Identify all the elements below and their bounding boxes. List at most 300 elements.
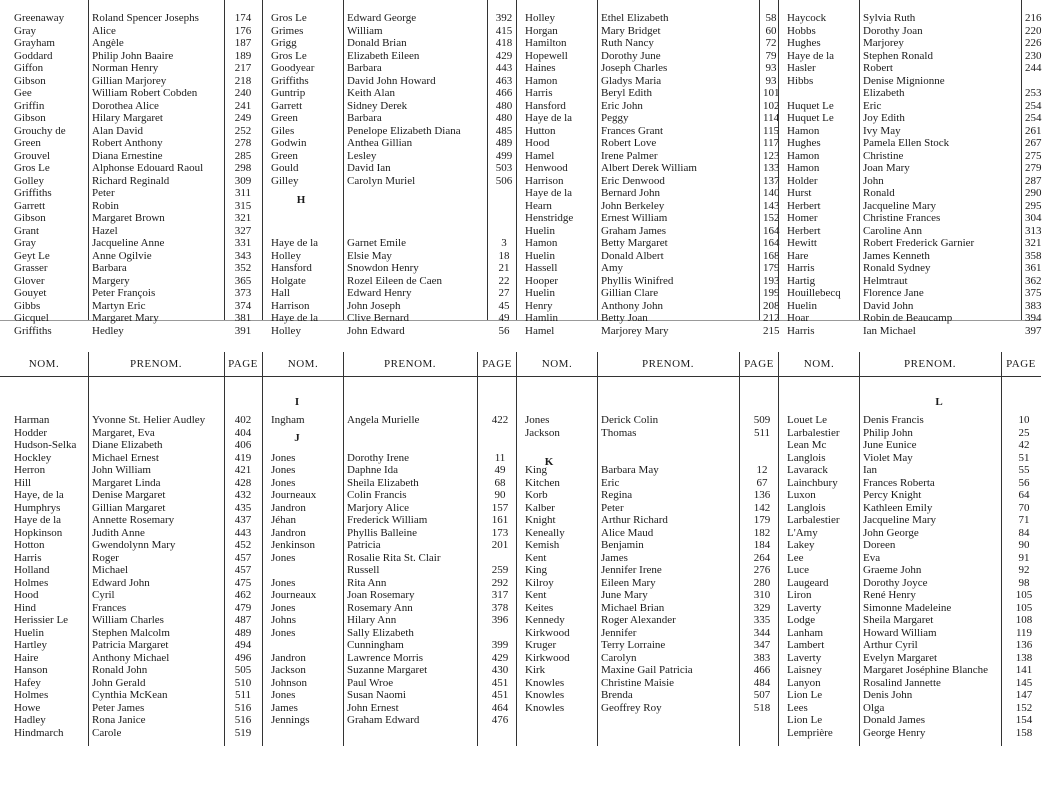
given-names-column [92, 12, 228, 337]
page-number-cell: 404 [234, 426, 252, 439]
given-names-cell: Doreen [863, 539, 896, 551]
surname-cell: Hamel [525, 324, 555, 337]
given-names-cell [347, 200, 491, 213]
surname-cell: Holley [271, 249, 301, 262]
given-names-cell: Keith Alan [347, 87, 395, 99]
surname-cell: Holley [271, 324, 301, 337]
page-number-cell: 152 [763, 212, 780, 224]
given-names-cell: Daphne Ida [347, 464, 399, 476]
given-names-cell: Angèle [92, 37, 124, 49]
given-names-cell: Robert Love [601, 137, 657, 149]
page-number-cell: 321 [1025, 237, 1042, 249]
given-names-cell: Gladys Maria [601, 74, 662, 87]
header-nom: NOM. [0, 352, 88, 377]
surname-cell: Jackson [525, 426, 560, 439]
page-number-cell: 216 [1025, 12, 1042, 24]
given-names-cell: Frances Grant [601, 124, 664, 137]
surname-cell: Johns [271, 614, 297, 626]
given-names-cell: Judith Anne [92, 526, 145, 539]
surname-cell: Howe [14, 701, 41, 714]
surname-cell: Hood [14, 589, 39, 601]
page-number-cell [483, 552, 517, 565]
page-number-column [763, 12, 780, 337]
surname-cell: Haye de la [525, 112, 573, 124]
surname-cell: Hopewell [525, 49, 568, 62]
surname-cell [525, 452, 601, 465]
given-names-cell: Albert Derek William [601, 162, 697, 174]
register-column-panel [262, 0, 517, 337]
given-names-cell: Graham James [601, 224, 667, 237]
given-names-cell: Lawrence Morris [347, 651, 424, 664]
surname-cell: Hibbs [787, 74, 814, 87]
surname-cell: Huelin [525, 224, 555, 237]
surname-cell: Jones [525, 414, 550, 426]
surname-cell: Jenkinson [271, 539, 315, 551]
surname-cell: Hodder [14, 426, 47, 439]
surname-cell: Hafey [14, 676, 41, 689]
page-number-cell: 79 [765, 49, 777, 62]
given-names-cell: John William [92, 464, 151, 476]
given-names-cell: Annette Rosemary [92, 514, 175, 526]
surname-cell: Goodyear [271, 62, 315, 74]
surname-cell: Jandron [271, 501, 306, 514]
given-names-cell: Denise Mignionne [863, 74, 945, 87]
given-names-cell: Yvonne St. Helier Audley [92, 414, 206, 426]
given-names-cell: Alice Maud [601, 526, 654, 539]
page-number-cell: 343 [234, 249, 252, 262]
given-names-cell: Dorothea Alice [92, 99, 159, 112]
page-number-cell: 511 [753, 426, 771, 439]
page-number-cell: 18 [498, 249, 510, 262]
given-names-cell: Philip John Baaire [92, 49, 174, 62]
page-number-cell: 68 [494, 476, 506, 489]
surname-cell: Jandron [271, 651, 306, 664]
page-number-cell: 485 [495, 124, 513, 137]
section-letter: I [294, 396, 300, 408]
page-number-cell: 93 [765, 74, 777, 87]
given-names-cell: Roger Alexander [601, 614, 676, 626]
surname-cell: Lanyon [787, 676, 821, 689]
surname-cell: Gould [271, 162, 299, 174]
given-names-cell: James [601, 551, 628, 564]
surname-cell: Giffon [14, 62, 44, 74]
surname-cell: Hamon [525, 237, 558, 249]
surname-cell: Larbalestier [787, 514, 840, 526]
given-names-cell: Eileen Mary [601, 576, 656, 589]
page-number-cell: 457 [234, 564, 252, 576]
page-number-cell: 56 [498, 324, 510, 337]
header-prenom: PRENOM. [859, 352, 1001, 377]
given-names-cell: Barbara [347, 62, 382, 74]
surname-cell: Harris [787, 324, 815, 337]
page-number-cell: 71 [1018, 514, 1030, 526]
given-names-cell: David Ian [347, 162, 391, 174]
given-names-cell: Edward Henry [347, 287, 412, 299]
given-names-cell: Diana Ernestine [92, 149, 163, 162]
surname-cell: Kennedy [525, 614, 565, 626]
page-number-cell: 311 [234, 187, 252, 199]
surname-cell: Haire [14, 651, 39, 664]
page-number-cell: 365 [234, 274, 252, 287]
given-names-cell: Roland Spencer Josephs [92, 12, 199, 24]
given-names-cell: Phyllis Winifred [601, 274, 674, 287]
given-names-cell: Amy [601, 262, 623, 274]
page-number-cell: 443 [234, 526, 252, 539]
surname-cell: Knowles [525, 676, 565, 689]
surname-cell: Harrison [525, 174, 564, 187]
given-names-cell [601, 439, 745, 452]
page-number-cell: 98 [1018, 576, 1030, 589]
given-names-cell: Margaret Brown [92, 212, 165, 224]
given-names-cell: Regina [601, 489, 633, 501]
page-number-cell: 499 [495, 149, 513, 162]
given-names-cell: Marjorey Mary [601, 324, 669, 337]
given-names-cell: Ethel Elizabeth [601, 12, 669, 24]
surname-cell: Lavarack [787, 464, 828, 476]
header-page: PAGE [224, 352, 262, 377]
surname-cell: Keneally [525, 526, 565, 539]
page-number-cell: 327 [234, 224, 252, 237]
surname-cell: Hamon [787, 162, 820, 174]
page-number-cell: 352 [234, 262, 252, 274]
page-number-cell: 45 [498, 299, 510, 312]
surname-cell: Hudson-Selka [14, 439, 77, 451]
given-names-cell: Michael [92, 564, 129, 576]
surname-cell: Hartig [787, 274, 816, 287]
page-number-cell: 506 [495, 174, 513, 187]
surname-cell: Jones [271, 601, 296, 614]
surname-cell: Golley [14, 174, 44, 187]
page-number-cell: 317 [491, 589, 509, 601]
surname-cell: King [525, 564, 547, 576]
page-number-cell: 462 [234, 589, 252, 601]
given-names-column [601, 414, 745, 808]
surname-cell: Huquet Le [787, 112, 834, 124]
page-number-cell: 422 [491, 414, 509, 426]
given-names-cell: Patricia Margaret [92, 639, 169, 651]
given-names-cell: Barbara May [601, 464, 659, 476]
page-number-cell: 12 [756, 464, 768, 476]
given-names-cell: Denis Francis [863, 414, 924, 426]
surname-cell: Harman [14, 414, 50, 426]
given-names-cell: Frances Roberta [863, 476, 935, 489]
surname-cell: Gros Le [271, 49, 307, 62]
given-names-cell: Susan Naomi [347, 689, 406, 701]
surname-cell [271, 212, 347, 225]
given-names-cell: Cyril [92, 589, 115, 601]
given-names-cell: Edward John [92, 576, 150, 589]
given-names-cell: Elsie May [347, 249, 392, 262]
given-names-cell: Percy Knight [863, 489, 922, 501]
page-number-cell: 141 [1015, 664, 1033, 676]
surname-cell: Griffiths [14, 324, 52, 337]
surname-cell: Kalber [525, 501, 555, 514]
page-number-cell: 290 [1025, 187, 1042, 199]
given-names-column [347, 414, 483, 808]
page-number-cell: 173 [491, 526, 509, 539]
surname-cell: Griffiths [14, 187, 52, 199]
page-number-cell: 189 [234, 49, 252, 62]
register-column-panel [778, 0, 1042, 337]
given-names-cell: June Mary [601, 589, 648, 601]
page-number-cell: 276 [753, 564, 771, 576]
given-names-cell: John Gerald [92, 676, 146, 689]
page-number-cell: 329 [753, 601, 771, 614]
page-number-cell: 435 [234, 501, 252, 514]
given-names-cell: John [863, 174, 884, 187]
given-names-cell: Eric John [601, 99, 643, 112]
surname-cell [271, 439, 347, 452]
page-number-cell: 315 [234, 199, 252, 212]
page-number-cell: 92 [1018, 564, 1030, 576]
given-names-cell: Peter François [92, 287, 156, 299]
surname-column [271, 12, 347, 337]
page-number-cell: 220 [1025, 24, 1042, 37]
surname-cell: Haye de la [525, 187, 573, 199]
surname-cell: Hamel [525, 149, 555, 162]
surname-cell: Hockley [14, 451, 52, 464]
page-number-cell: 264 [753, 551, 771, 564]
surname-cell: Grant [14, 224, 40, 237]
page-number-cell: 287 [1025, 174, 1042, 187]
surname-column [787, 12, 863, 337]
surname-cell: Kemish [525, 539, 560, 551]
given-names-cell: Bernard John [601, 187, 660, 199]
given-names-cell: Violet May [863, 451, 913, 464]
page-number-cell: 249 [234, 112, 252, 124]
surname-cell: Lainchbury [787, 476, 838, 489]
surname-cell: Grayham [14, 37, 55, 49]
given-names-cell: Ernest William [601, 212, 668, 224]
given-names-cell: Evelyn Margaret [863, 651, 938, 664]
surname-cell: L'Amy [787, 526, 818, 539]
surname-cell: Louet Le [787, 414, 828, 426]
page-number-cell: 182 [753, 526, 771, 539]
surname-cell: Hamilton [525, 37, 567, 49]
page-number-cell: 489 [495, 137, 513, 149]
given-names-cell: Peter [601, 501, 624, 514]
given-names-cell: Carolyn Muriel [347, 174, 416, 187]
page-number-cell: 21 [498, 262, 510, 274]
given-names-cell: June Eunice [863, 439, 917, 451]
page-number-column [228, 414, 258, 808]
surname-cell: Gilley [271, 174, 299, 187]
bottom-register-page [0, 352, 1040, 746]
given-names-cell: Eric Denwood [601, 174, 665, 187]
surname-cell: Griffin [14, 99, 45, 112]
surname-cell: Hewitt [787, 237, 817, 249]
surname-cell: Haye de la [271, 312, 319, 324]
page-number-cell: 429 [491, 651, 509, 664]
page-number-cell: 51 [1018, 451, 1030, 464]
surname-cell: Jennings [271, 714, 310, 726]
page-number-cell [483, 427, 517, 440]
surname-cell [271, 225, 347, 238]
given-names-cell [347, 212, 491, 225]
given-names-cell: Hazel [92, 224, 118, 237]
page-number-cell [491, 212, 517, 225]
given-names-cell [347, 439, 483, 452]
given-names-cell [601, 452, 745, 465]
given-names-cell: Robert Anthony [92, 137, 163, 149]
page-number-cell: 310 [753, 589, 771, 601]
surname-cell: Ingham [271, 414, 305, 426]
page-number-cell: 199 [763, 287, 780, 299]
surname-cell: Hood [525, 137, 550, 149]
surname-cell: Jones [271, 451, 296, 464]
given-names-cell: Carolyn [601, 651, 637, 664]
page-number-column [483, 414, 517, 808]
page-number-cell: 261 [1025, 124, 1042, 137]
surname-cell: Lees [787, 701, 808, 714]
surname-cell: Jones [271, 551, 296, 564]
page-number-cell: 415 [495, 24, 513, 37]
page-number-cell: 168 [763, 249, 780, 262]
given-names-cell: Caroline Ann [863, 224, 922, 237]
given-names-cell: Jacqueline Mary [863, 199, 936, 212]
page-number-cell: 90 [1018, 539, 1030, 551]
page-number-cell: 90 [494, 489, 506, 501]
given-names-cell: Dorothy Joan [863, 24, 923, 37]
page-number-cell: 476 [491, 714, 509, 726]
page-number-cell: 279 [1025, 162, 1042, 174]
given-names-cell: John Edward [347, 324, 405, 337]
given-names-cell: David John [863, 299, 914, 312]
register-column-panel [262, 352, 517, 746]
page-number-cell: 432 [234, 489, 252, 501]
surname-cell: Gibson [14, 112, 46, 124]
page-number-cell: 399 [491, 639, 509, 651]
given-names-cell: Anne Ogilvie [92, 249, 152, 262]
page-number-column [491, 12, 517, 337]
given-names-cell: Donald Brian [347, 37, 407, 49]
page-number-cell: 358 [1025, 249, 1042, 262]
given-names-cell: Eric [863, 99, 882, 112]
given-names-cell: Betty Joan [601, 312, 648, 324]
surname-cell: Liron [787, 589, 812, 601]
surname-cell: Houillebecq [787, 287, 841, 299]
surname-column [14, 414, 92, 808]
given-names-cell: Cunningham [347, 639, 404, 651]
surname-cell: Henry [525, 299, 553, 312]
header-prenom: PRENOM. [88, 352, 224, 377]
given-names-cell: Marjory Alice [347, 501, 410, 514]
surname-cell: Jackson [271, 664, 306, 676]
given-names-cell: Ronald Sydney [863, 262, 931, 274]
given-names-cell: Eva [863, 551, 881, 564]
page-number-cell: 93 [765, 62, 777, 74]
page-number-cell: 298 [234, 162, 252, 174]
given-names-cell: Denise Margaret [92, 489, 166, 501]
given-names-cell: Florence Jane [863, 287, 924, 299]
surname-cell: Haye de la [787, 49, 835, 62]
page-number-cell: 241 [234, 99, 252, 112]
given-names-cell: Sylvia Ruth [863, 12, 916, 24]
given-names-cell: Christine Maisie [601, 676, 675, 689]
page-number-cell: 361 [1025, 262, 1042, 274]
register-column-panel [0, 352, 262, 746]
page-number-cell: 152 [1015, 701, 1033, 714]
surname-cell: Jones [271, 689, 296, 701]
surname-cell: Gibson [14, 74, 46, 87]
surname-cell: Jones [271, 464, 296, 476]
given-names-cell: Ronald John [92, 664, 148, 676]
given-names-cell: Sheila Elizabeth [347, 476, 419, 489]
page-number-cell: 145 [1015, 676, 1033, 689]
surname-cell [271, 564, 347, 577]
surname-cell [787, 87, 863, 100]
surname-cell: Henstridge [525, 212, 574, 224]
given-names-cell [347, 225, 491, 238]
surname-cell: Herissier Le [14, 614, 69, 626]
given-names-cell: Philip John [863, 426, 913, 439]
given-names-cell: Phyllis Balleine [347, 526, 417, 539]
given-names-cell: Robert Frederick Garnier [863, 237, 975, 249]
surname-cell: Johnson [271, 676, 308, 689]
page-number-cell: 516 [234, 714, 252, 726]
header-page: PAGE [477, 352, 517, 377]
page-number-cell: 428 [234, 476, 252, 489]
given-names-cell: Kathleen Emily [863, 501, 933, 514]
given-names-cell: Frances [92, 601, 127, 614]
given-names-cell: Jennifer Irene [601, 564, 662, 576]
page-number-cell: 240 [234, 87, 252, 99]
page-number-cell: 179 [753, 514, 771, 526]
header-nom: NOM. [263, 352, 343, 377]
page-number-cell: 516 [234, 701, 252, 714]
page-number-cell: 321 [234, 212, 252, 224]
surname-cell: Godwin [271, 137, 307, 149]
surname-cell: Jones [271, 576, 296, 589]
page-number-cell: 479 [234, 601, 252, 614]
surname-cell: Hamon [525, 74, 558, 87]
given-names-cell: Arthur Cyril [863, 639, 918, 651]
page-number-cell [483, 627, 517, 640]
surname-cell: Laugeard [787, 576, 829, 589]
given-names-cell: Donald Albert [601, 249, 664, 262]
page-number-cell: 136 [1015, 639, 1033, 651]
surname-cell [271, 639, 347, 652]
given-names-cell: Gillian Margaret [92, 501, 166, 514]
page-number-cell: 91 [1018, 551, 1030, 564]
surname-cell: Kitchen [525, 476, 560, 489]
given-names-cell: Anthony Michael [92, 651, 170, 664]
given-names-cell: Margery [92, 274, 130, 287]
given-names-cell: Anthony John [601, 299, 664, 312]
given-names-cell: Eric [601, 476, 620, 489]
page-number-cell: 396 [491, 614, 509, 626]
given-names-cell: Simonne Madeleine [863, 601, 952, 614]
surname-cell: Hansford [271, 262, 312, 274]
page-number-cell: 309 [234, 174, 252, 187]
surname-cell [271, 427, 347, 440]
surname-cell: Huelin [14, 626, 44, 639]
surname-cell: Hooper [525, 274, 558, 287]
page-number-cell: 226 [1025, 37, 1042, 49]
register-column-panel [516, 352, 779, 746]
page-number-cell: 489 [234, 626, 252, 639]
page-number-cell: 418 [495, 37, 513, 49]
surname-cell: Geyt Le [14, 249, 50, 262]
given-names-cell: Robin [92, 199, 119, 212]
page-number-cell: 230 [1025, 49, 1042, 62]
surname-cell: Lion Le [787, 689, 823, 701]
page-number-cell: 208 [763, 299, 780, 312]
surname-cell: Keites [525, 601, 554, 614]
page-number-cell: 511 [234, 689, 252, 701]
page-number-cell: 105 [1015, 589, 1033, 601]
given-names-cell: Diane Elizabeth [92, 439, 163, 451]
